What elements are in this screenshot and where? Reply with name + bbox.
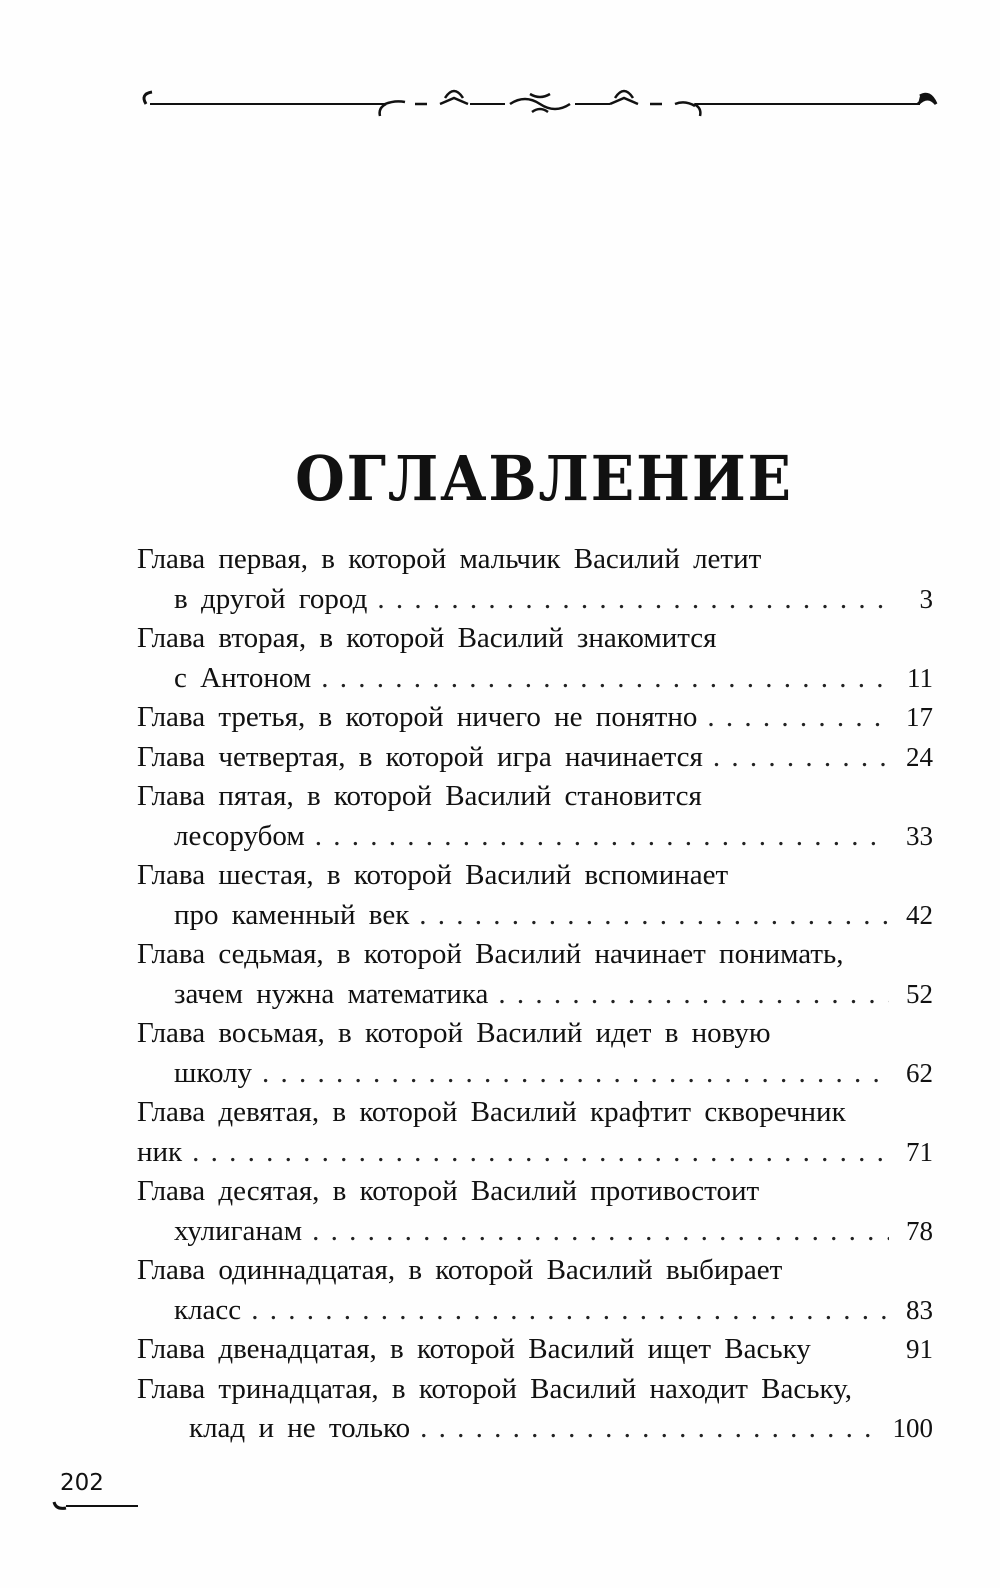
toc-page-number: 78 bbox=[906, 1215, 933, 1246]
toc-entry-title: Глава десятая, в которой Василий противостоит bbox=[137, 1175, 760, 1207]
toc-page-number: 83 bbox=[906, 1294, 933, 1325]
toc-entry-title: Глава четвертая, в которой игра начинается bbox=[137, 740, 703, 773]
toc-entry-3 bbox=[137, 698, 933, 738]
toc-entry-6 bbox=[137, 856, 933, 935]
toc-entry-title-cont: ник bbox=[137, 1135, 183, 1168]
toc-entry-title-cont: зачем нужна математика bbox=[174, 977, 489, 1010]
toc-entry-title-cont: школу bbox=[174, 1056, 253, 1089]
toc-entry-11 bbox=[137, 1251, 933, 1330]
toc-entry-title: Глава первая, в которой мальчик Василий летит bbox=[137, 543, 762, 575]
toc-page-number: 71 bbox=[906, 1136, 933, 1167]
dot-leader bbox=[192, 1133, 889, 1173]
toc-entry-title-part1: Глава девятая, в которой Василий крафтит скворечник bbox=[137, 1096, 846, 1128]
toc-entry-title bbox=[137, 1093, 933, 1133]
dot-leader bbox=[312, 1212, 889, 1252]
dot-leader bbox=[315, 817, 889, 857]
dot-leader bbox=[321, 659, 889, 699]
toc-entry-8 bbox=[137, 1014, 933, 1093]
dot-leader bbox=[262, 1054, 889, 1094]
toc-entry-7 bbox=[137, 935, 933, 1014]
toc-entry-title-cont: хулиганам bbox=[174, 1214, 303, 1247]
toc-entry-title: Глава седьмая, в которой Василий начинает понимать, bbox=[137, 938, 844, 970]
toc-entry-5 bbox=[137, 777, 933, 856]
toc-entry-title: Глава вторая, в которой Василий знакомится bbox=[137, 622, 717, 654]
toc-entry-4 bbox=[137, 738, 933, 778]
toc-entry-title-cont: лесорубом bbox=[174, 819, 305, 852]
toc-page-number: 100 bbox=[892, 1413, 933, 1443]
toc-entry-title-cont: клад и не только bbox=[189, 1412, 411, 1444]
toc-entry-title-cont: про каменный век bbox=[174, 898, 410, 931]
toc-entry-title: Глава одиннадцатая, в которой Василий выбирает bbox=[137, 1254, 783, 1286]
toc-entry-13 bbox=[137, 1370, 933, 1449]
toc-entry-title: Глава пятая, в которой Василий становится bbox=[137, 780, 702, 812]
toc-entry-title: Глава тринадцатая, в которой Василий находит Ваську, bbox=[137, 1372, 853, 1405]
toc-entry-title-cont: в другой город bbox=[174, 582, 368, 615]
dot-leader bbox=[707, 698, 889, 738]
toc-page-number: 52 bbox=[906, 978, 933, 1009]
toc-page-number: 42 bbox=[906, 899, 933, 930]
dot-leader bbox=[377, 580, 889, 620]
toc-entry-title: Глава двенадцатая, в которой Василий ищет Ваську bbox=[137, 1333, 811, 1365]
footer-ornament-icon bbox=[50, 1498, 140, 1518]
page-number: 202 bbox=[60, 1470, 104, 1496]
toc-entry-title-cont: класс bbox=[174, 1293, 242, 1326]
toc-page-number: 11 bbox=[907, 662, 933, 693]
dot-leader bbox=[713, 738, 889, 778]
toc-entry-9 bbox=[137, 1093, 933, 1172]
toc-entry-title-cont: с Антоном bbox=[174, 661, 312, 694]
toc-page-number: 17 bbox=[906, 702, 933, 732]
toc-entry-title: Глава шестая, в которой Василий вспоминает bbox=[137, 859, 729, 891]
toc-page-number: 24 bbox=[906, 741, 933, 772]
page-title: ОГЛАВЛЕНИЕ bbox=[295, 442, 793, 515]
dot-leader bbox=[498, 975, 889, 1015]
toc-entry-title: Глава восьмая, в которой Василий идет в новую bbox=[137, 1017, 771, 1049]
header-ornament-icon bbox=[140, 86, 940, 136]
toc-page-number: 62 bbox=[906, 1057, 933, 1088]
toc-entry-1 bbox=[137, 540, 933, 619]
toc-entry-title: Глава третья, в которой ничего не понятно bbox=[137, 701, 698, 733]
dot-leader bbox=[420, 1409, 878, 1449]
dot-leader bbox=[251, 1291, 889, 1331]
dot-leader bbox=[419, 896, 889, 936]
toc-page-number: 33 bbox=[906, 820, 933, 851]
toc-entry-10 bbox=[137, 1172, 933, 1251]
table-of-contents bbox=[137, 540, 933, 1449]
toc-entry-2 bbox=[137, 619, 933, 698]
toc-page-number: 3 bbox=[919, 583, 933, 614]
toc-page-number: 91 bbox=[906, 1334, 933, 1364]
toc-entry-12 bbox=[137, 1330, 933, 1370]
